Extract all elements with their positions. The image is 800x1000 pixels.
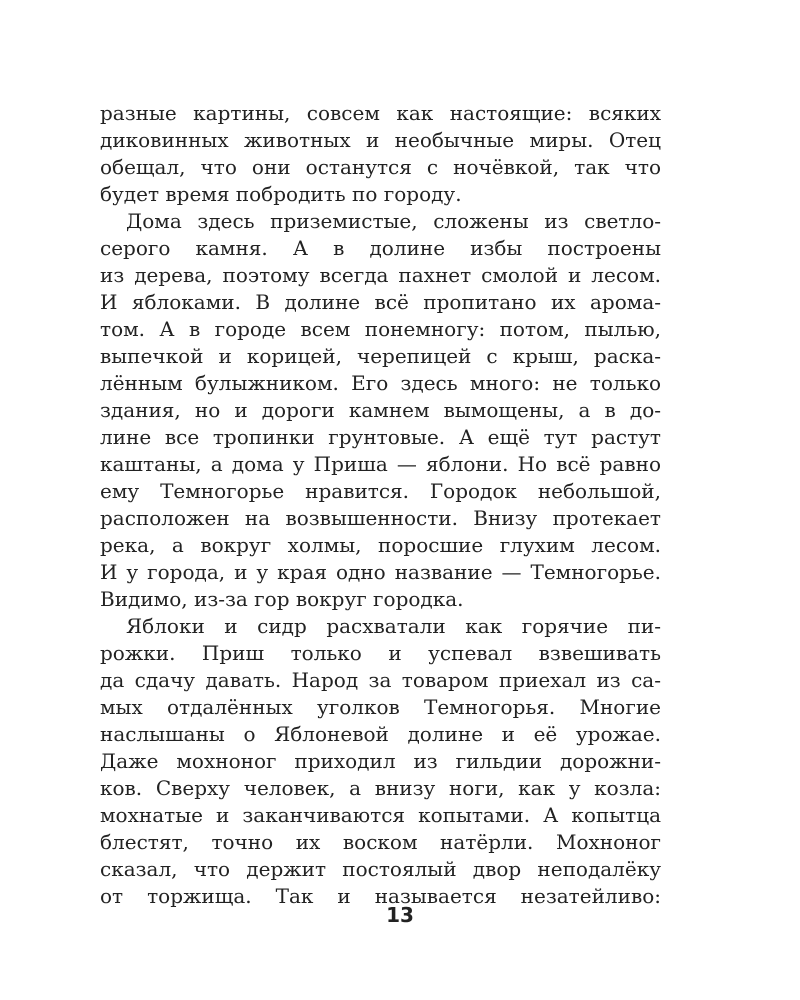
text-line: И у города, и у края одно название — Темногорье. bbox=[100, 560, 661, 584]
text-line: Даже мохноног приходил из гильдии дорожни- bbox=[100, 749, 661, 773]
text-line: лённым булыжником. Его здесь много: не только bbox=[100, 371, 661, 395]
text-line: диковинных животных и необычные миры. Отец bbox=[100, 128, 661, 152]
text-line: мых отдалённых уголков Темногорья. Многие bbox=[100, 695, 661, 719]
text-line: мохнатые и заканчиваются копытами. А копытца bbox=[100, 803, 661, 827]
text-line: расположен на возвышенности. Внизу протекает bbox=[100, 506, 661, 530]
text-line: рожки. Приш только и успевал взвешивать bbox=[100, 641, 661, 665]
text-line: серого камня. А в долине избы построены bbox=[100, 236, 661, 260]
text-line: будет время побродить по городу. bbox=[100, 182, 462, 206]
text-line: разные картины, совсем как настоящие: всяких bbox=[100, 101, 661, 125]
text-line: здания, но и дороги камнем вымощены, а в до- bbox=[100, 398, 661, 422]
text-line: И яблоками. В долине всё пропитано их арома- bbox=[100, 290, 661, 314]
text-line: да сдачу давать. Народ за товаром приехал из са- bbox=[100, 668, 661, 692]
text-line: сказал, что держит постоялый двор неподалёку bbox=[100, 857, 661, 881]
text-line: от торжища. Так и называется незатейливо: bbox=[100, 884, 661, 908]
page-number: 13 bbox=[386, 903, 414, 927]
text-line: обещал, что они останутся с ночёвкой, так что bbox=[100, 155, 661, 179]
text-line: Яблоки и сидр расхватали как горячие пи- bbox=[126, 614, 661, 638]
text-line: наслышаны о Яблоневой долине и её урожае. bbox=[100, 722, 661, 746]
text-line: блестят, точно их воском натёрли. Мохноног bbox=[100, 830, 661, 854]
text-line: том. А в городе всем понемногу: потом, пылью, bbox=[100, 317, 661, 341]
text-line: выпечкой и корицей, черепицей с крыш, раска- bbox=[100, 344, 661, 368]
body-text bbox=[100, 100, 661, 910]
text-line: Видимо, из-за гор вокруг городка. bbox=[100, 587, 464, 611]
text-line: река, а вокруг холмы, поросшие глухим лесом. bbox=[100, 533, 661, 557]
text-line: ему Темногорье нравится. Городок небольшой, bbox=[100, 479, 661, 503]
text-line: из дерева, поэтому всегда пахнет смолой и лесом. bbox=[100, 263, 661, 287]
text-line: ков. Сверху человек, а внизу ноги, как у козла: bbox=[100, 776, 661, 800]
text-line: лине все тропинки грунтовые. А ещё тут растут bbox=[100, 425, 661, 449]
text-line: каштаны, а дома у Приша — яблони. Но всё равно bbox=[100, 452, 661, 476]
text-line: Дома здесь приземистые, сложены из светло- bbox=[126, 209, 661, 233]
